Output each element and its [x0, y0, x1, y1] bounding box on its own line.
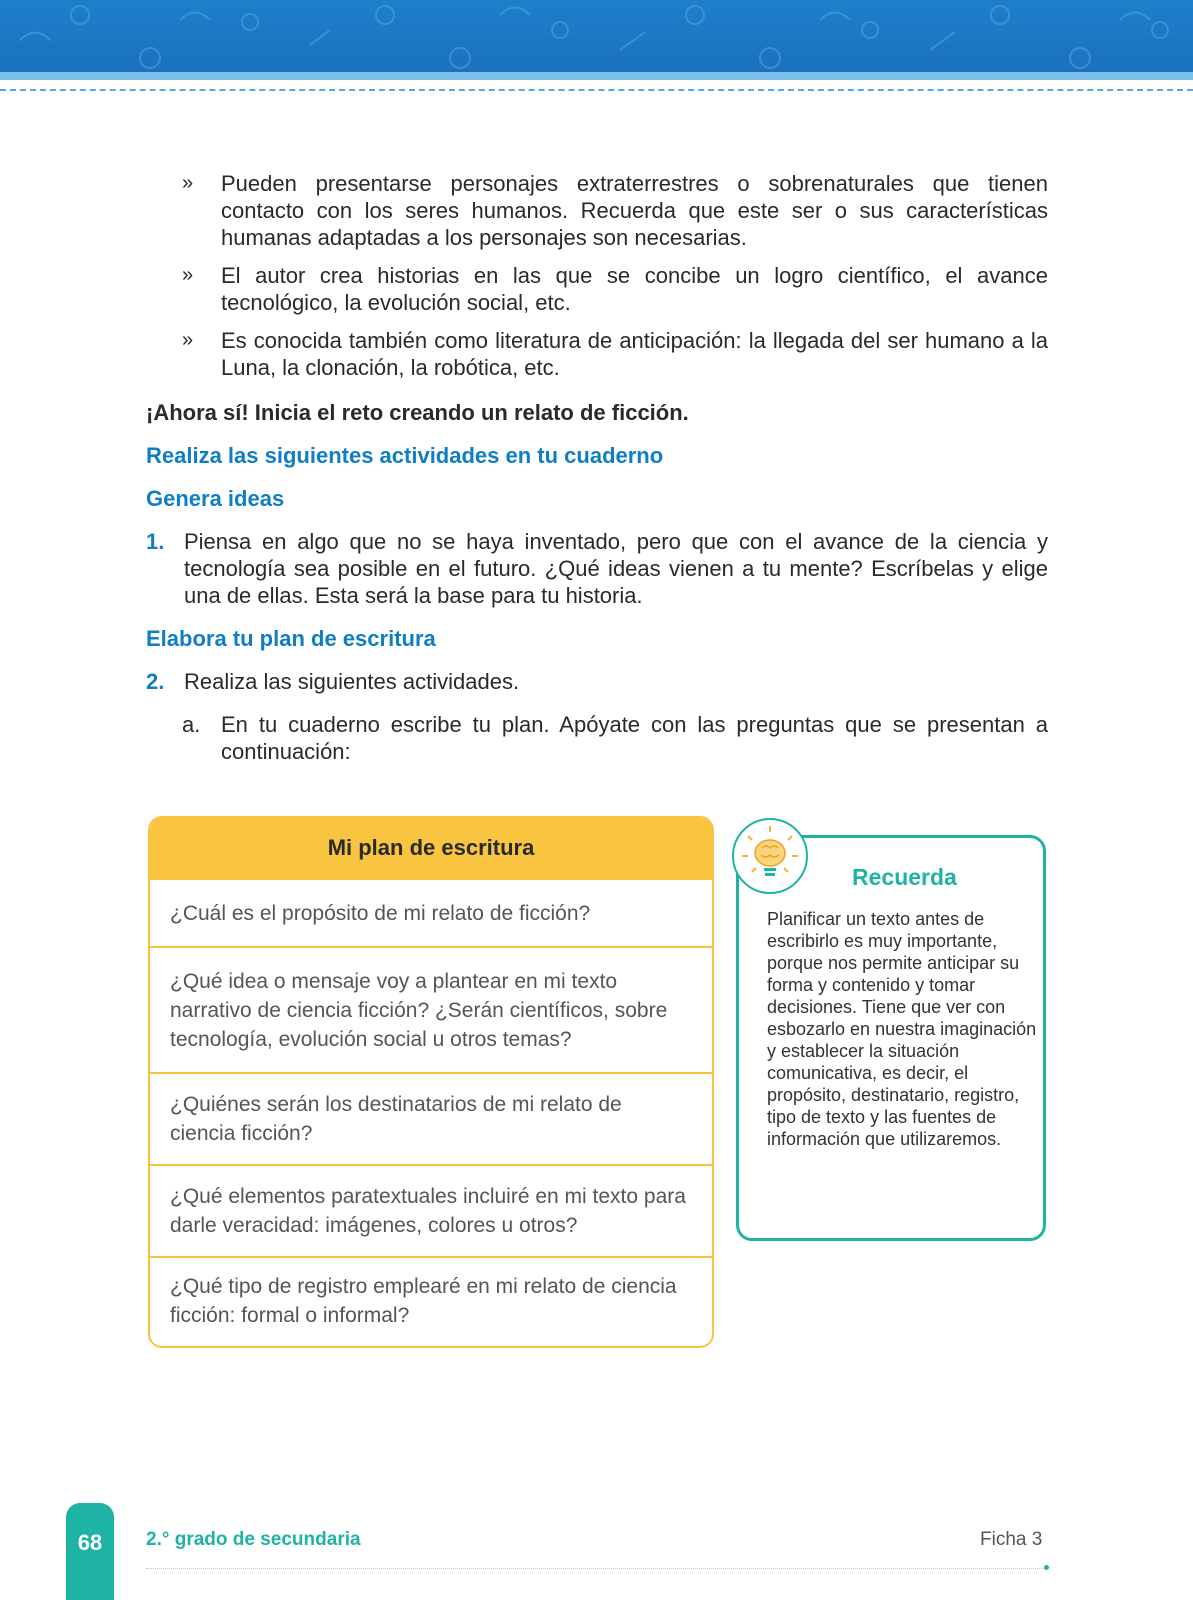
brain-lightbulb-icon [732, 818, 808, 894]
plan-question: ¿Quiénes serán los destinatarios de mi relato de ciencia ficción? [170, 1093, 622, 1145]
bullet-item [146, 327, 1048, 381]
plan-table-title: Mi plan de escritura [150, 818, 712, 878]
plan-row [150, 1256, 712, 1344]
bullet-mark: » [182, 172, 194, 194]
main-content [146, 170, 1048, 765]
footer-grade: 2.° grado de secundaria [146, 1529, 361, 1550]
heading-activities: Realiza las siguientes actividades en tu cuaderno [146, 443, 664, 468]
plan-row [150, 1164, 712, 1256]
footer-dot [1044, 1565, 1049, 1570]
bullet-text: Es conocida también como literatura de anticipación: la llegada del ser humano a la Luna, la clonación, la robótica, etc. [221, 328, 1048, 380]
footer-divider [146, 1568, 1046, 1569]
plan-question: ¿Qué tipo de registro emplearé en mi relato de ciencia ficción: formal o informal? [170, 1275, 677, 1327]
heading-plan: Elabora tu plan de escritura [146, 626, 436, 651]
bullet-item [146, 170, 1048, 251]
plan-question: ¿Qué elementos paratextuales incluiré en mi texto para darle veracidad: imágenes, colores u otros? [170, 1185, 686, 1237]
bullet-text: El autor crea historias en las que se concibe un logro científico, el avance tecnológico, la evolución social, etc. [221, 263, 1048, 315]
item-number: 1. [146, 529, 165, 554]
heading-ideas: Genera ideas [146, 486, 285, 511]
recuerda-title: Recuerda [852, 864, 957, 890]
bullet-mark: » [182, 264, 194, 286]
subitem-letter: a. [182, 712, 201, 737]
activity-subitem-a [146, 711, 1048, 765]
plan-question: ¿Cuál es el propósito de mi relato de ficción? [170, 901, 591, 925]
bullet-text: Pueden presentarse personajes extraterrestres o sobrenaturales que tienen contacto con los seres humanos. Recuerda que este ser o sus características humanas adaptadas a los personajes son necesarias. [221, 171, 1048, 250]
header-dashed-line [0, 89, 1193, 91]
bullet-item [146, 262, 1048, 316]
footer-ficha: Ficha 3 [980, 1529, 1043, 1550]
activity-item-2 [146, 668, 1048, 695]
activity-item-1 [146, 528, 1048, 609]
item-number: 2. [146, 669, 165, 694]
item-text: Piensa en algo que no se haya inventado, pero que con el avance de la ciencia y tecnología sea posible en el futuro. ¿Qué ideas vienen a tu mente? Escríbelas y elige una de ellas. Esta será la base para tu historia. [184, 529, 1048, 608]
doodle-pattern [0, 0, 1193, 72]
plan-row [150, 878, 712, 946]
item-text: Realiza las siguientes actividades. [184, 669, 520, 694]
plan-row [150, 946, 712, 1072]
header-banner [0, 0, 1193, 72]
recuerda-text: Planificar un texto antes de escribirlo es muy importante, porque nos permite anticipar su forma y contenido y tomar decisiones. Tiene que ver con esbozarlo en nuestra imaginación y establecer la situación comunicativa, es decir, el propósito, destinatario, registro, tipo de texto y las fuentes de información que utilizaremos. [767, 909, 1037, 1149]
subitem-text: En tu cuaderno escribe tu plan. Apóyate con las preguntas que se presentan a continuación: [221, 712, 1048, 764]
page-number: 68 [66, 1503, 114, 1600]
bullet-mark: » [182, 329, 194, 351]
plan-row [150, 1072, 712, 1164]
writing-plan-table [148, 816, 714, 1348]
header-stripe [0, 72, 1193, 80]
intro-bold-text: ¡Ahora sí! Inicia el reto creando un relato de ficción. [146, 400, 689, 425]
plan-question: ¿Qué idea o mensaje voy a plantear en mi texto narrativo de ciencia ficción? ¿Serán científicos, sobre tecnología, evolución social u otros temas? [170, 969, 668, 1051]
